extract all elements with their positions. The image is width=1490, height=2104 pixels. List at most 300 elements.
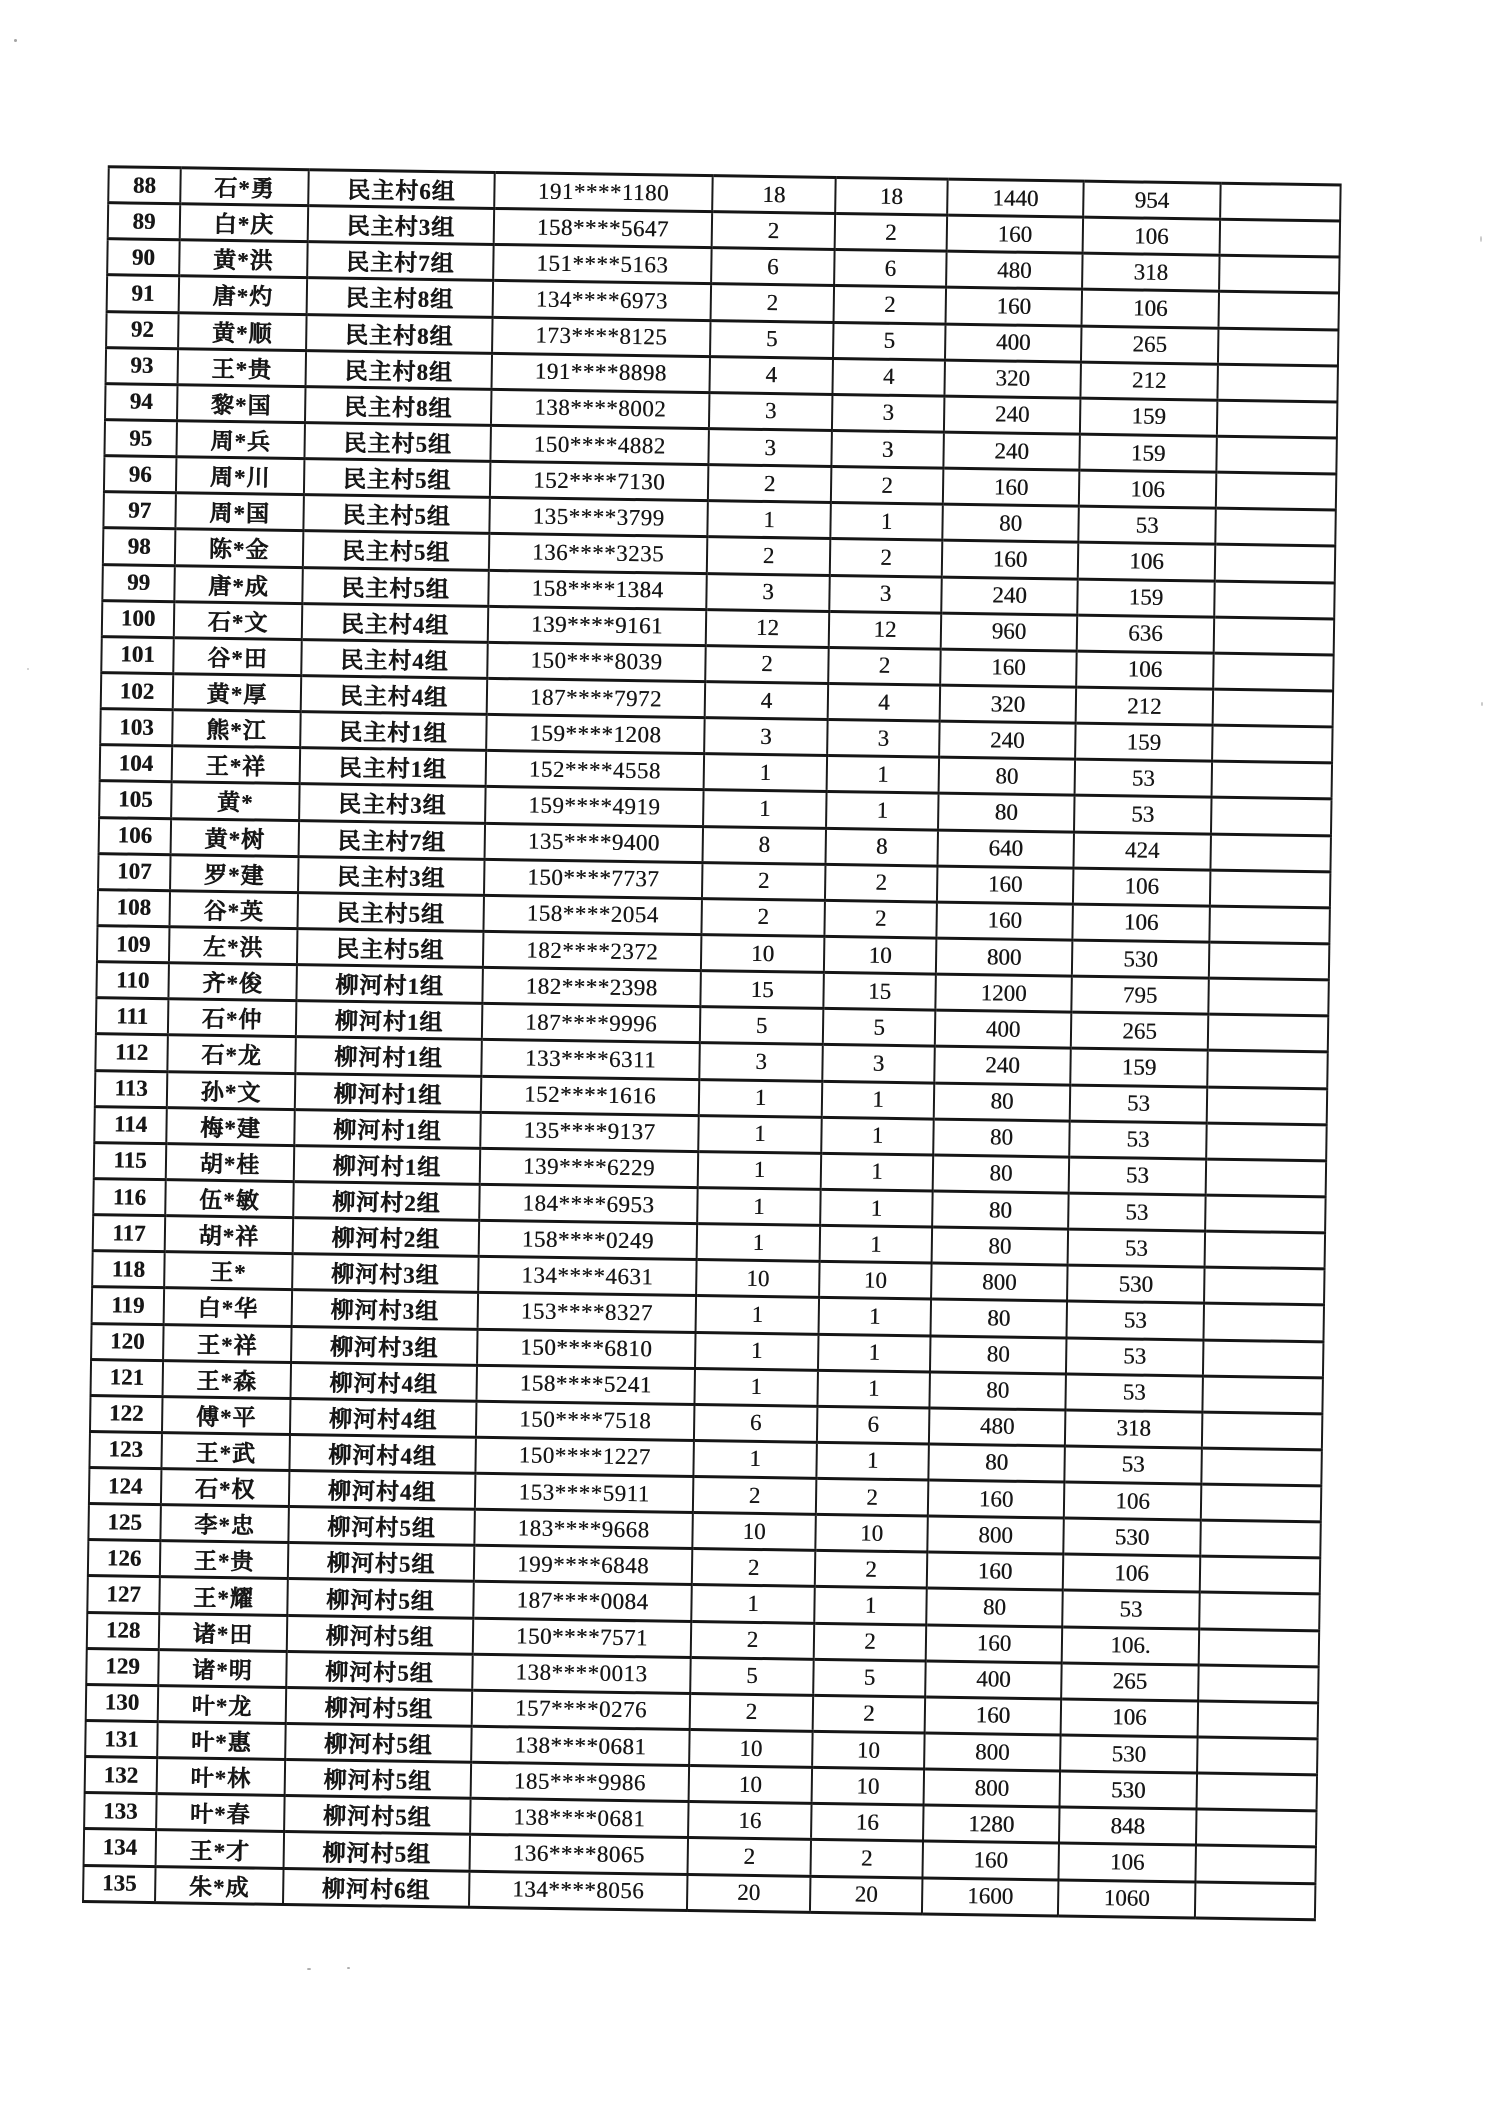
count-b-cell: 6 xyxy=(817,1406,930,1444)
blank-cell xyxy=(1217,364,1338,402)
village-group-cell: 柳河村1组 xyxy=(294,1109,481,1148)
count-a-cell: 5 xyxy=(700,1007,824,1045)
village-group-cell: 民主村7组 xyxy=(299,820,486,859)
phone-cell: 199****6848 xyxy=(474,1546,693,1585)
phone-cell: 158****1384 xyxy=(488,570,707,609)
amount-b-cell: 53 xyxy=(1074,795,1212,833)
amount-a-cell: 1200 xyxy=(935,974,1072,1012)
amount-b-cell: 265 xyxy=(1081,326,1219,364)
row-no-cell: 132 xyxy=(85,1757,158,1794)
amount-b-cell: 53 xyxy=(1078,506,1216,544)
village-group-cell: 民主村5组 xyxy=(303,495,490,534)
blank-cell xyxy=(1198,1665,1319,1703)
count-a-cell: 6 xyxy=(694,1404,818,1442)
row-no-cell: 112 xyxy=(95,1034,168,1071)
village-group-cell: 民主村3组 xyxy=(298,856,485,895)
count-b-cell: 10 xyxy=(812,1731,925,1769)
name-cell: 王*贵 xyxy=(178,348,307,386)
phone-cell: 185****9986 xyxy=(471,1762,690,1801)
row-no-cell: 89 xyxy=(108,203,181,240)
blank-cell xyxy=(1211,798,1332,836)
amount-a-cell: 80 xyxy=(930,1336,1067,1374)
blank-cell xyxy=(1208,978,1329,1016)
phone-cell: 158****0249 xyxy=(479,1220,698,1259)
count-b-cell: 10 xyxy=(815,1515,928,1553)
count-a-cell: 6 xyxy=(711,248,835,286)
name-cell: 叶*龙 xyxy=(158,1686,287,1724)
row-no-cell: 100 xyxy=(102,600,175,637)
amount-a-cell: 160 xyxy=(942,541,1079,579)
phone-cell: 183****9668 xyxy=(474,1509,693,1548)
village-group-cell: 柳河村1组 xyxy=(294,1145,481,1184)
amount-a-cell: 160 xyxy=(943,468,1080,506)
phone-cell: 182****2372 xyxy=(483,931,702,970)
count-b-cell: 1 xyxy=(822,1081,935,1119)
phone-cell: 136****3235 xyxy=(489,534,708,573)
count-b-cell: 16 xyxy=(811,1804,924,1842)
amount-a-cell: 160 xyxy=(926,1625,1063,1663)
count-a-cell: 10 xyxy=(692,1513,816,1551)
amount-a-cell: 80 xyxy=(933,1119,1070,1157)
amount-b-cell: 265 xyxy=(1071,1012,1209,1050)
blank-cell xyxy=(1218,328,1339,366)
phone-cell: 158****5241 xyxy=(476,1365,695,1404)
count-b-cell: 1 xyxy=(817,1370,930,1408)
count-a-cell: 3 xyxy=(708,429,832,467)
amount-a-cell: 160 xyxy=(927,1552,1064,1590)
blank-cell xyxy=(1207,1050,1328,1088)
amount-b-cell: 159 xyxy=(1077,579,1215,617)
blank-cell xyxy=(1206,1123,1327,1161)
count-b-cell: 6 xyxy=(834,250,947,288)
blank-cell xyxy=(1215,508,1336,546)
amount-b-cell: 530 xyxy=(1072,940,1210,978)
count-b-cell: 5 xyxy=(823,1009,936,1047)
count-a-cell: 20 xyxy=(687,1874,811,1912)
blank-cell xyxy=(1220,183,1341,221)
table-body xyxy=(83,167,1341,1920)
row-no-cell: 106 xyxy=(99,817,172,854)
amount-a-cell: 480 xyxy=(946,251,1083,289)
phone-cell: 138****0681 xyxy=(470,1799,689,1838)
blank-cell xyxy=(1201,1448,1322,1486)
name-cell: 胡*桂 xyxy=(166,1143,295,1181)
amount-b-cell: 106 xyxy=(1063,1554,1201,1592)
amount-a-cell: 1280 xyxy=(923,1805,1060,1843)
amount-a-cell: 80 xyxy=(932,1191,1069,1229)
row-no-cell: 117 xyxy=(93,1215,166,1252)
count-b-cell: 5 xyxy=(833,322,946,360)
row-no-cell: 95 xyxy=(104,420,177,457)
village-group-cell: 柳河村4组 xyxy=(289,1471,476,1510)
count-b-cell: 2 xyxy=(824,900,937,938)
name-cell: 诸*田 xyxy=(159,1613,288,1651)
village-group-cell: 民主村5组 xyxy=(297,892,484,931)
village-group-cell: 民主村7组 xyxy=(307,242,494,281)
blank-cell xyxy=(1195,1882,1316,1920)
village-group-cell: 柳河村5组 xyxy=(287,1615,474,1654)
phone-cell: 182****2398 xyxy=(482,967,701,1006)
blank-cell xyxy=(1216,472,1337,510)
village-group-cell: 民主村5组 xyxy=(303,531,490,570)
row-no-cell: 118 xyxy=(92,1251,165,1288)
phone-cell: 173****8125 xyxy=(492,317,711,356)
village-group-cell: 柳河村1组 xyxy=(296,965,483,1004)
amount-a-cell: 80 xyxy=(926,1588,1063,1626)
count-b-cell: 1 xyxy=(827,756,940,794)
village-group-cell: 民主村4组 xyxy=(301,676,488,715)
amount-b-cell: 53 xyxy=(1070,1085,1208,1123)
phone-cell: 184****6953 xyxy=(479,1184,698,1223)
village-group-cell: 柳河村6组 xyxy=(283,1868,470,1907)
village-group-cell: 柳河村5组 xyxy=(287,1579,474,1618)
amount-b-cell: 53 xyxy=(1068,1229,1206,1267)
count-b-cell: 12 xyxy=(829,611,942,649)
village-group-cell: 柳河村2组 xyxy=(293,1218,480,1257)
scan-speck xyxy=(14,39,17,42)
amount-a-cell: 160 xyxy=(947,215,1084,253)
count-b-cell: 3 xyxy=(822,1045,935,1083)
count-a-cell: 2 xyxy=(701,898,825,936)
name-cell: 叶*春 xyxy=(156,1794,285,1832)
village-group-cell: 柳河村3组 xyxy=(292,1254,479,1293)
name-cell: 王*耀 xyxy=(159,1577,288,1615)
village-group-cell: 民主村8组 xyxy=(306,314,493,353)
village-group-cell: 民主村5组 xyxy=(304,423,491,462)
amount-b-cell: 636 xyxy=(1077,615,1215,653)
amount-b-cell: 530 xyxy=(1063,1518,1201,1556)
row-no-cell: 110 xyxy=(96,962,169,999)
row-no-cell: 99 xyxy=(102,564,175,601)
amount-a-cell: 400 xyxy=(935,1010,1072,1048)
amount-b-cell: 318 xyxy=(1065,1410,1203,1448)
count-a-cell: 1 xyxy=(707,501,831,539)
amount-b-cell: 159 xyxy=(1079,434,1217,472)
blank-cell xyxy=(1199,1593,1320,1631)
amount-b-cell: 53 xyxy=(1062,1590,1200,1628)
row-no-cell: 131 xyxy=(85,1721,158,1758)
row-no-cell: 125 xyxy=(88,1504,161,1541)
name-cell: 石*权 xyxy=(161,1469,290,1507)
phone-cell: 150****4882 xyxy=(490,425,709,464)
phone-cell: 187****0084 xyxy=(473,1582,692,1621)
amount-a-cell: 400 xyxy=(925,1661,1062,1699)
name-cell: 罗*建 xyxy=(170,854,299,892)
village-group-cell: 民主村4组 xyxy=(301,639,488,678)
blank-cell xyxy=(1199,1629,1320,1667)
row-no-cell: 114 xyxy=(94,1106,167,1143)
amount-a-cell: 160 xyxy=(922,1841,1059,1879)
row-no-cell: 92 xyxy=(106,311,179,348)
count-b-cell: 1 xyxy=(816,1442,929,1480)
count-b-cell: 1 xyxy=(821,1117,934,1155)
name-cell: 黄*厚 xyxy=(173,674,302,712)
name-cell: 石*龙 xyxy=(167,1035,296,1073)
amount-b-cell: 106 xyxy=(1073,868,1211,906)
count-b-cell: 3 xyxy=(829,575,942,613)
row-no-cell: 107 xyxy=(98,853,171,890)
name-cell: 傅*平 xyxy=(162,1396,291,1434)
name-cell: 朱*成 xyxy=(155,1866,284,1904)
row-no-cell: 101 xyxy=(101,636,174,673)
row-no-cell: 119 xyxy=(92,1287,165,1324)
amount-a-cell: 80 xyxy=(942,504,1079,542)
blank-cell xyxy=(1215,545,1336,583)
amount-a-cell: 80 xyxy=(928,1444,1065,1482)
blank-cell xyxy=(1195,1845,1316,1883)
blank-cell xyxy=(1200,1520,1321,1558)
amount-a-cell: 320 xyxy=(944,360,1081,398)
amount-a-cell: 80 xyxy=(933,1155,1070,1193)
row-no-cell: 97 xyxy=(103,492,176,529)
count-a-cell: 4 xyxy=(705,682,829,720)
name-cell: 石*仲 xyxy=(168,999,297,1037)
count-b-cell: 2 xyxy=(831,467,944,505)
count-a-cell: 2 xyxy=(687,1838,811,1876)
row-no-cell: 94 xyxy=(105,384,178,421)
row-no-cell: 113 xyxy=(95,1070,168,1107)
amount-b-cell: 53 xyxy=(1066,1338,1204,1376)
phone-cell: 150****1227 xyxy=(475,1437,694,1476)
name-cell: 陈*金 xyxy=(175,529,304,567)
phone-cell: 138****0013 xyxy=(472,1654,691,1693)
village-group-cell: 柳河村3组 xyxy=(291,1326,478,1365)
amount-b-cell: 848 xyxy=(1059,1807,1197,1845)
phone-cell: 187****9996 xyxy=(482,1004,701,1043)
amount-b-cell: 530 xyxy=(1067,1265,1205,1303)
count-a-cell: 3 xyxy=(704,718,828,756)
amount-b-cell: 212 xyxy=(1076,687,1214,725)
phone-cell: 150****7571 xyxy=(473,1618,692,1657)
row-no-cell: 127 xyxy=(87,1576,160,1613)
blank-cell xyxy=(1213,653,1334,691)
name-cell: 石*勇 xyxy=(180,168,309,206)
phone-cell: 191****1180 xyxy=(494,172,713,211)
row-no-cell: 121 xyxy=(91,1359,164,1396)
blank-cell xyxy=(1214,581,1335,619)
count-a-cell: 1 xyxy=(697,1224,821,1262)
name-cell: 王*祥 xyxy=(172,746,301,784)
row-no-cell: 93 xyxy=(106,347,179,384)
village-group-cell: 民主村5组 xyxy=(302,567,489,606)
amount-b-cell: 106 xyxy=(1079,470,1217,508)
phone-cell: 150****7518 xyxy=(476,1401,695,1440)
scan-speck xyxy=(27,668,29,670)
count-a-cell: 1 xyxy=(691,1585,815,1623)
blank-cell xyxy=(1217,400,1338,438)
amount-a-cell: 1440 xyxy=(947,179,1084,217)
name-cell: 齐*俊 xyxy=(168,963,297,1001)
count-b-cell: 2 xyxy=(830,539,943,577)
count-a-cell: 2 xyxy=(708,465,832,503)
count-a-cell: 4 xyxy=(709,356,833,394)
count-b-cell: 2 xyxy=(810,1840,923,1878)
amount-a-cell: 80 xyxy=(934,1083,1071,1121)
count-a-cell: 5 xyxy=(690,1657,814,1695)
blank-cell xyxy=(1197,1737,1318,1775)
village-group-cell: 柳河村5组 xyxy=(284,1832,471,1871)
count-b-cell: 3 xyxy=(832,394,945,432)
amount-b-cell: 159 xyxy=(1075,723,1213,761)
phone-cell: 191****8898 xyxy=(492,353,711,392)
amount-b-cell: 212 xyxy=(1080,362,1218,400)
row-no-cell: 105 xyxy=(99,781,172,818)
blank-cell xyxy=(1209,906,1330,944)
phone-cell: 157****0276 xyxy=(472,1690,691,1729)
count-b-cell: 4 xyxy=(832,358,945,396)
count-a-cell: 1 xyxy=(694,1368,818,1406)
phone-cell: 150****6810 xyxy=(477,1329,696,1368)
count-a-cell: 8 xyxy=(703,826,827,864)
blank-cell xyxy=(1212,725,1333,763)
name-cell: 王*贵 xyxy=(160,1541,289,1579)
amount-a-cell: 240 xyxy=(934,1046,1071,1084)
count-b-cell: 10 xyxy=(812,1768,925,1806)
count-a-cell: 2 xyxy=(705,645,829,683)
count-a-cell: 5 xyxy=(710,320,834,358)
count-a-cell: 2 xyxy=(691,1621,815,1659)
village-group-cell: 柳河村3组 xyxy=(292,1290,479,1329)
name-cell: 黄*洪 xyxy=(179,240,308,278)
amount-a-cell: 240 xyxy=(941,577,1078,615)
village-group-cell: 柳河村1组 xyxy=(295,1073,482,1112)
row-no-cell: 135 xyxy=(83,1865,156,1902)
village-group-cell: 民主村8组 xyxy=(307,278,494,317)
amount-a-cell: 800 xyxy=(924,1733,1061,1771)
name-cell: 黎*国 xyxy=(177,385,306,423)
count-a-cell: 1 xyxy=(696,1296,820,1334)
row-no-cell: 90 xyxy=(107,239,180,276)
row-no-cell: 124 xyxy=(89,1468,162,1505)
beneficiary-table-wrap xyxy=(82,165,1340,1921)
village-group-cell: 民主村5组 xyxy=(304,459,491,498)
scan-speck xyxy=(307,1968,311,1970)
row-no-cell: 134 xyxy=(84,1829,157,1866)
blank-cell xyxy=(1210,834,1331,872)
name-cell: 谷*田 xyxy=(173,638,302,676)
name-cell: 叶*林 xyxy=(157,1758,286,1796)
amount-a-cell: 80 xyxy=(932,1227,1069,1265)
name-cell: 王*才 xyxy=(156,1830,285,1868)
village-group-cell: 民主村8组 xyxy=(305,386,492,425)
name-cell: 黄*顺 xyxy=(178,312,307,350)
count-b-cell: 1 xyxy=(826,792,939,830)
amount-b-cell: 53 xyxy=(1069,1121,1207,1159)
name-cell: 王*武 xyxy=(161,1433,290,1471)
row-no-cell: 123 xyxy=(89,1431,162,1468)
count-b-cell: 1 xyxy=(818,1334,931,1372)
phone-cell: 187****7972 xyxy=(487,678,706,717)
count-a-cell: 10 xyxy=(689,1766,813,1804)
amount-b-cell: 53 xyxy=(1075,759,1213,797)
row-no-cell: 102 xyxy=(101,673,174,710)
count-a-cell: 18 xyxy=(712,176,836,214)
village-group-cell: 柳河村4组 xyxy=(290,1398,477,1437)
amount-a-cell: 480 xyxy=(929,1408,1066,1446)
amount-b-cell: 954 xyxy=(1083,181,1221,219)
count-a-cell: 1 xyxy=(699,1079,823,1117)
count-b-cell: 2 xyxy=(835,214,948,252)
blank-cell xyxy=(1205,1195,1326,1233)
name-cell: 梅*建 xyxy=(166,1107,295,1145)
blank-cell xyxy=(1216,436,1337,474)
scan-speck xyxy=(347,1967,350,1969)
count-a-cell: 3 xyxy=(709,392,833,430)
amount-b-cell: 53 xyxy=(1066,1301,1204,1339)
phone-cell: 153****5911 xyxy=(475,1473,694,1512)
village-group-cell: 柳河村4组 xyxy=(291,1362,478,1401)
count-a-cell: 10 xyxy=(689,1730,813,1768)
row-no-cell: 133 xyxy=(84,1793,157,1830)
count-b-cell: 1 xyxy=(814,1587,927,1625)
phone-cell: 151****5163 xyxy=(493,245,712,284)
count-a-cell: 15 xyxy=(700,971,824,1009)
blank-cell xyxy=(1212,761,1333,799)
amount-a-cell: 640 xyxy=(937,830,1074,868)
village-group-cell: 民主村1组 xyxy=(300,712,487,751)
amount-b-cell: 106 xyxy=(1083,217,1221,255)
amount-a-cell: 240 xyxy=(943,432,1080,470)
phone-cell: 159****4919 xyxy=(485,787,704,826)
blank-cell xyxy=(1218,292,1339,330)
phone-cell: 158****5647 xyxy=(494,209,713,248)
count-a-cell: 12 xyxy=(706,609,830,647)
name-cell: 王* xyxy=(164,1252,293,1290)
amount-b-cell: 1060 xyxy=(1058,1880,1196,1918)
count-b-cell: 2 xyxy=(828,647,941,685)
blank-cell xyxy=(1203,1303,1324,1341)
village-group-cell: 柳河村1组 xyxy=(295,1037,482,1076)
count-a-cell: 1 xyxy=(695,1332,819,1370)
count-b-cell: 1 xyxy=(819,1298,932,1336)
phone-cell: 159****1208 xyxy=(486,714,705,753)
name-cell: 叶*惠 xyxy=(157,1722,286,1760)
row-no-cell: 128 xyxy=(87,1612,160,1649)
count-a-cell: 1 xyxy=(698,1115,822,1153)
count-b-cell: 1 xyxy=(821,1153,934,1191)
amount-b-cell: 318 xyxy=(1082,253,1220,291)
beneficiary-table xyxy=(82,165,1342,1921)
amount-b-cell: 106 xyxy=(1058,1843,1196,1881)
name-cell: 周*国 xyxy=(175,493,304,531)
amount-a-cell: 80 xyxy=(929,1372,1066,1410)
blank-cell xyxy=(1202,1376,1323,1414)
village-group-cell: 民主村8组 xyxy=(306,350,493,389)
blank-cell xyxy=(1202,1412,1323,1450)
count-a-cell: 2 xyxy=(711,284,835,322)
name-cell: 黄*树 xyxy=(171,818,300,856)
blank-cell xyxy=(1197,1773,1318,1811)
count-b-cell: 3 xyxy=(831,430,944,468)
count-b-cell: 10 xyxy=(819,1262,932,1300)
blank-cell xyxy=(1204,1267,1325,1305)
count-a-cell: 2 xyxy=(693,1477,817,1515)
name-cell: 唐*成 xyxy=(174,565,303,603)
amount-b-cell: 53 xyxy=(1068,1193,1206,1231)
amount-b-cell: 106 xyxy=(1076,651,1214,689)
count-a-cell: 10 xyxy=(696,1260,820,1298)
phone-cell: 152****1616 xyxy=(481,1076,700,1115)
amount-a-cell: 160 xyxy=(928,1480,1065,1518)
amount-b-cell: 530 xyxy=(1060,1771,1198,1809)
count-b-cell: 2 xyxy=(814,1623,927,1661)
amount-a-cell: 240 xyxy=(939,721,1076,759)
amount-b-cell: 795 xyxy=(1071,976,1209,1014)
count-b-cell: 2 xyxy=(815,1551,928,1589)
row-no-cell: 122 xyxy=(90,1395,163,1432)
village-group-cell: 民主村3组 xyxy=(308,206,495,245)
village-group-cell: 柳河村2组 xyxy=(293,1181,480,1220)
